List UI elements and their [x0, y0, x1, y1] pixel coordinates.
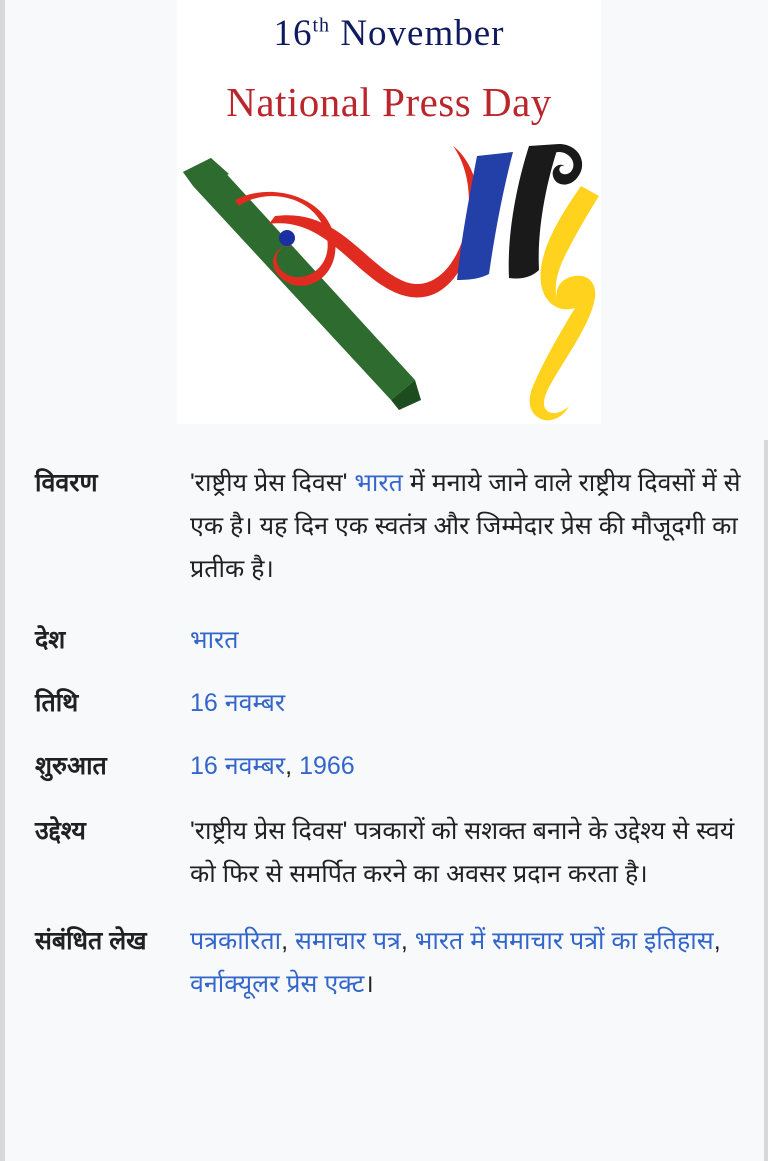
poster-date-number: 16 [273, 13, 313, 54]
row-label-start: शुरुआत [35, 752, 107, 780]
link-16-november-start[interactable]: 16 नवम्बर [190, 752, 286, 780]
row-value-country [190, 617, 748, 662]
infobox-row-related-articles [5, 918, 764, 1006]
related-end-punctuation: । [364, 970, 374, 998]
link-vernacular-press-act[interactable]: वर्नाक्यूलर प्रेस एक्ट [190, 970, 365, 998]
infobox-row-start [5, 743, 764, 788]
desc-text-1: 'राष्ट्रीय प्रेस दिवस' [190, 469, 355, 497]
row-value-date [190, 680, 748, 725]
row-label-purpose: उद्देश्य [35, 817, 86, 845]
infobox-rows [5, 460, 764, 1006]
link-bharat-description[interactable]: भारत [354, 469, 403, 497]
link-year-1966[interactable]: 1966 [299, 752, 355, 780]
link-16-november-date[interactable]: 16 नवम्बर [190, 689, 286, 717]
infobox-row-date [5, 680, 764, 725]
related-sep-1: , [281, 927, 296, 955]
national-press-day-poster [177, 0, 601, 424]
start-separator: , [285, 752, 300, 780]
link-samachar-patra[interactable]: समाचार पत्र [295, 927, 401, 955]
link-history-of-newspapers-in-india[interactable]: भारत में समाचार पत्रों का इतिहास [414, 927, 714, 955]
row-label-related-articles: संबंधित लेख [35, 927, 147, 955]
row-value-related-articles [190, 918, 748, 1006]
link-bharat-country[interactable]: भारत [190, 626, 239, 654]
poster-date-text [177, 12, 601, 55]
row-label-description: विवरण [35, 469, 98, 497]
desc-text-2: में मनाये जाने वाले राष्ट्रीय दिवसों में से एक है। यह दिन एक स्वतंत्र और जिम्मेदार प्रेस की मौजूदगी का प्रतीक है। [190, 469, 741, 583]
infobox-row-country [5, 617, 764, 662]
row-value-start [190, 743, 748, 788]
poster-date-suffix: th [312, 14, 331, 37]
row-label-country: देश [35, 626, 66, 654]
infobox-row-purpose [5, 808, 764, 896]
poster-date-month: November [340, 13, 505, 54]
row-label-date: तिथि [35, 689, 79, 717]
infobox-image-container [5, 0, 768, 440]
row-value-description [190, 460, 748, 591]
eye-dot [279, 230, 295, 246]
poster-title-text: National Press Day [226, 79, 552, 125]
related-sep-2: , [400, 927, 415, 955]
poster-artwork [177, 128, 601, 424]
related-sep-3: , [713, 927, 721, 955]
row-value-purpose: 'राष्ट्रीय प्रेस दिवस' पत्रकारों को सशक्त बनाने के उद्देश्य से स्वयं को फिर से समर्पित करने का अवसर प्रदान करता है। [190, 817, 735, 888]
infobox-row-description [5, 460, 764, 591]
link-patrakarita[interactable]: पत्रकारिता [190, 927, 282, 955]
